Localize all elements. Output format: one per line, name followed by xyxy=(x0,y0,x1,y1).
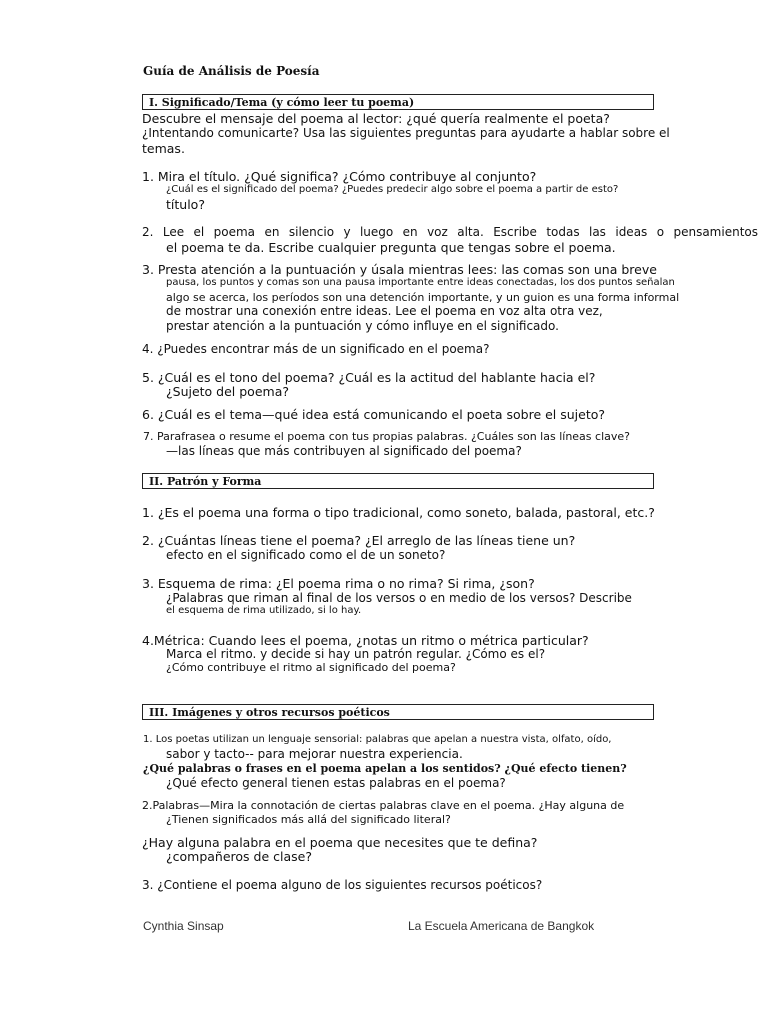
s3-q2-line-1: 2.Palabras—Mira la connotación de ciertas palabras clave en el poema. ¿Hay alguna de xyxy=(142,799,625,812)
s1-q3-line-4: de mostrar una conexión entre ideas. Lee el poema en voz alta otra vez, xyxy=(166,304,603,318)
s1-q7-line-2: —las líneas que más contribuyen al significado del poema? xyxy=(166,444,522,458)
section-1-heading-box xyxy=(142,94,654,110)
section-2-heading-box xyxy=(142,473,654,489)
footer-school: La Escuela Americana de Bangkok xyxy=(408,919,595,933)
intro-line-2: ¿Intentando comunicarte? Usa las siguientes preguntas para ayudarte a hablar sobre el xyxy=(142,126,670,140)
s2-q3-line-2: ¿Palabras que riman al final de los versos o en medio de los versos? Describe xyxy=(166,591,632,605)
s2-q4-line-1: 4.Métrica: Cuando lees el poema, ¿notas un ritmo o métrica particular? xyxy=(142,633,589,648)
section-3-heading: III. Imágenes y otros recursos poéticos xyxy=(149,706,390,719)
s3-q2-line-2: ¿Tienen significados más allá del significado literal? xyxy=(166,813,451,826)
s1-q1-line-3: título? xyxy=(166,197,205,212)
s2-q4-line-2: Marca el ritmo. y decide si hay un patrón regular. ¿Cómo es el? xyxy=(166,647,546,661)
s1-q3-line-3: algo se acerca, los períodos son una detención importante, y un guion es una forma informal xyxy=(166,291,680,304)
section-3-heading-box xyxy=(142,704,654,720)
s2-q2-line-1: 2. ¿Cuántas líneas tiene el poema? ¿El arreglo de las líneas tiene un? xyxy=(142,533,576,548)
s1-q1-line-2: ¿Cuál es el significado del poema? ¿Puedes predecir algo sobre el poema a partir de esto? xyxy=(166,184,619,195)
s1-q3-line-5: prestar atención a la puntuación y cómo influye en el significado. xyxy=(166,319,559,333)
s1-q7-line-1: 7. Parafrasea o resume el poema con tus propias palabras. ¿Cuáles son las líneas clave? xyxy=(143,430,630,443)
s1-q5-line-2: ¿Sujeto del poema? xyxy=(166,384,289,399)
s1-q6: 6. ¿Cuál es el tema—qué idea está comunicando el poeta sobre el sujeto? xyxy=(142,407,606,422)
s3-q1-line-3: ¿Qué palabras o frases en el poema apelan a los sentidos? ¿Qué efecto tienen? xyxy=(143,762,627,775)
s3-q3: 3. ¿Contiene el poema alguno de los siguientes recursos poéticos? xyxy=(142,878,543,892)
s2-q4-line-3: ¿Cómo contribuye el ritmo al significado del poema? xyxy=(166,661,456,674)
s3-q1-line-4: ¿Qué efecto general tienen estas palabras en el poema? xyxy=(166,776,506,790)
s3-q1-line-2: sabor y tacto-- para mejorar nuestra experiencia. xyxy=(166,747,463,761)
s1-q4: 4. ¿Puedes encontrar más de un significado en el poema? xyxy=(142,342,490,356)
intro-line-1: Descubre el mensaje del poema al lector: ¿qué quería realmente el poeta? xyxy=(142,111,610,126)
s2-q3-line-3: el esquema de rima utilizado, si lo hay. xyxy=(166,605,362,616)
s1-q1-line-1: 1. Mira el título. ¿Qué significa? ¿Cómo contribuye al conjunto? xyxy=(142,169,537,184)
s1-q5-line-1: 5. ¿Cuál es el tono del poema? ¿Cuál es la actitud del hablante hacia el? xyxy=(142,370,596,385)
s3-q1-line-1: 1. Los poetas utilizan un lenguaje sensorial: palabras que apelan a nuestra vista, olfato, oído, xyxy=(143,734,612,745)
s2-q2-line-2: efecto en el significado como el de un soneto? xyxy=(166,548,446,562)
s2-q3-line-1: 3. Esquema de rima: ¿El poema rima o no rima? Si rima, ¿son? xyxy=(142,576,535,591)
s1-q3-line-2: pausa, los puntos y comas son una pausa importante entre ideas conectadas, los dos puntos señalan xyxy=(166,277,675,288)
s1-q2-line-1: 2. Lee el poema en silencio y luego en voz alta. Escribe todas las ideas o pensamientos xyxy=(142,225,758,239)
s1-q3-line-1: 3. Presta atención a la puntuación y úsala mientras lees: las comas son una breve xyxy=(142,262,657,277)
intro-line-3: temas. xyxy=(142,141,185,156)
document-title: Guía de Análisis de Poesía xyxy=(143,64,320,78)
section-2-heading: II. Patrón y Forma xyxy=(149,475,262,488)
s2-q1: 1. ¿Es el poema una forma o tipo tradicional, como soneto, balada, pastoral, etc.? xyxy=(142,505,655,520)
s1-q2-line-2: el poema te da. Escribe cualquier pregunta que tengas sobre el poema. xyxy=(166,240,616,255)
footer-author: Cynthia Sinsap xyxy=(143,919,224,933)
s3-q2b-line-2: ¿compañeros de clase? xyxy=(166,849,312,864)
section-1-heading: I. Significado/Tema (y cómo leer tu poema) xyxy=(149,96,415,109)
s3-q2b-line-1: ¿Hay alguna palabra en el poema que necesites que te defina? xyxy=(142,835,538,850)
